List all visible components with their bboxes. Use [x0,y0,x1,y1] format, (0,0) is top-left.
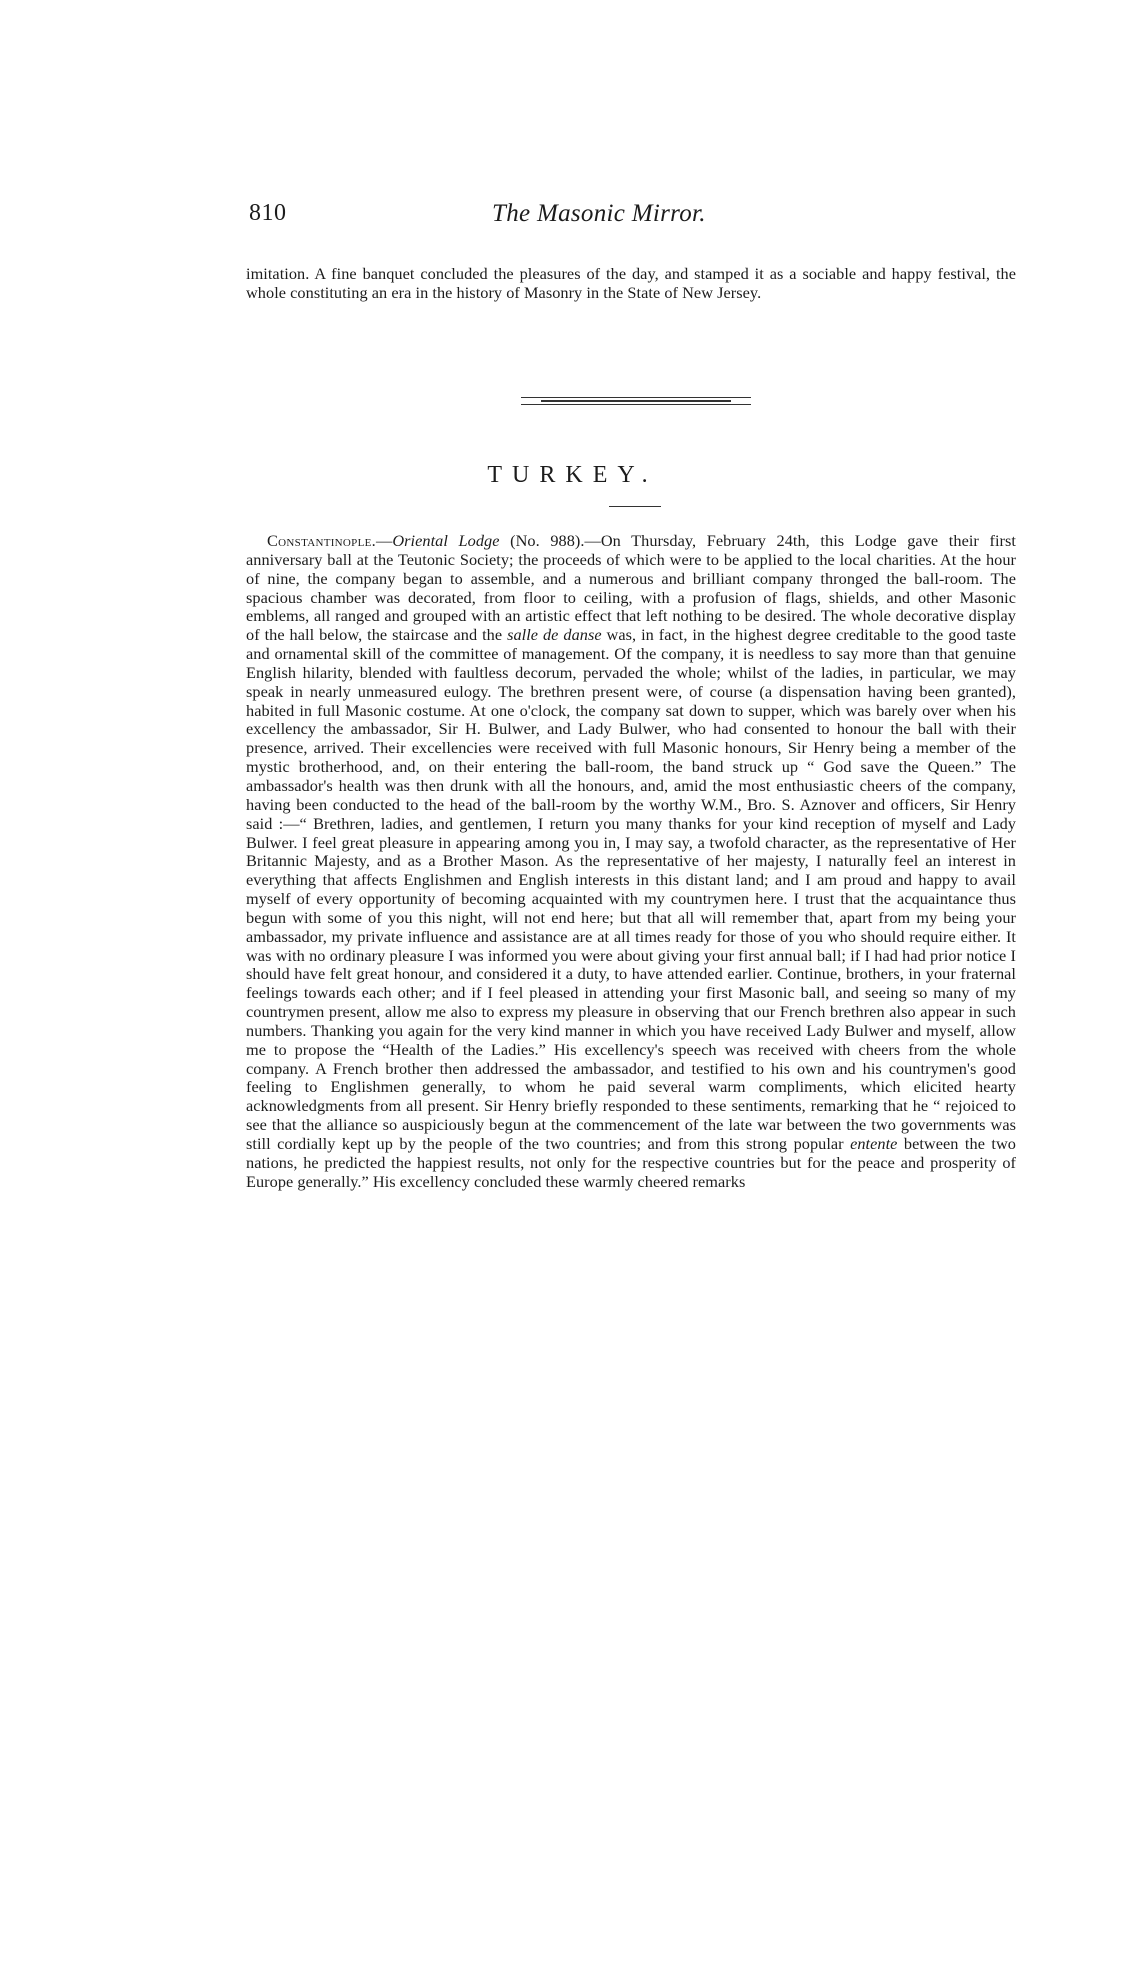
section-divider-rule [521,397,751,405]
article-paragraph [246,532,1016,1192]
place-name: Constantinople. [267,531,376,550]
article-body [246,532,1016,1192]
entente-term: entente [850,1134,898,1153]
dash: — [376,531,393,550]
lodge-name: Oriental Lodge [392,531,500,550]
section-title-underline [609,506,661,507]
page-header [249,200,1019,230]
article-text-ending: between the two nations, he predicted the happiest results, not only for the respective countries but for the peace and prosperity of Europe generally.” His excellency concluded these warmly cheered remarks [246,1134,1016,1191]
page-number: 810 [249,200,287,226]
carry-over-paragraph: imitation. A fine banquet concluded the pleasures of the day, and stamped it as a sociable and happy festival, the whole constituting an era in the history of Masonry in the State of New Jersey. [246,264,1016,302]
article-text-intro: (No. 988).—On Thursday, February 24th, this Lodge gave their first anniversary ball at the Teutonic Society; the proceeds of which were to be applied to the local charities. At the hour of nine, the company began to assemble, and a numerous and brilliant company thronged the ball-room. The spacious chamber was decorated, from floor to ceiling, with a profusion of flags, shields, and other Masonic emblems, all ranged and grouped with an artistic effect that left nothing to be desired. The whole decorative display of the hall below, the staircase and the [246,531,1016,645]
article-text-main: was, in fact, in the highest degree creditable to the good taste and ornamental skill of the committee of management. Of the company, it is needless to say more than that genuine English hilarity, blended with faultless decorum, pervaded the whole; whilst of the ladies, in particular, we may speak in nearly unmeasured eulogy. The brethren present were, of course (a dispensation having been granted), habited in full Masonic costume. At one o'clock, the company sat down to supper, which was barely over when his excellency the ambassador, Sir H. Bulwer, and Lady Bulwer, who had consented to honour the ball with their presence, arrived. Their excellencies were received with full Masonic honours, Sir Henry being a member of the mystic brotherhood, and, on their entering the ball-room, the band struck up “ God save the Queen.” The ambassador's health was then drunk with all the honours, and, amid the most enthusiastic cheers of the company, having been conducted to the head of the ball-room by the worthy W.M., Bro. S. Aznover and officers, Sir Henry said :—“ Brethren, ladies, and gentlemen, I return you many thanks for your kind reception of myself and Lady Bulwer. I feel great pleasure in appearing among you in, I may say, a twofold character, as the representative of Her Britannic Majesty, and as a Brother Mason. As the representative of her majesty, I naturally feel an interest in everything that affects Englishmen and English interests in this distant land; and I am proud and happy to avail myself of every opportunity of becoming acquainted with my countrymen here. I trust that the acquaintance thus begun with some of you this night, will not end here; but that all will remember that, apart from my being your ambassador, my private influence and assistance are at all times ready for those of you who should require either. It was with no ordinary pleasure I was informed you were about giving your first annual ball; if I had had prior notice I should have felt great honour, and considered it a duty, to have attended earlier. Continue, brothers, in your fraternal feelings towards each other; and if I feel pleased in attending your first Masonic ball, and seeing so many of my countrymen present, allow me also to express my pleasure in observing that our French brethren also appear in such numbers. Thanking you again for the very kind manner in which you have received Lady Bulwer and myself, allow me to propose the “Health of the Ladies.” His excellency's speech was received with cheers from the whole company. A French brother then addressed the ambassador, and testified to his own and his countrymen's good feeling to Englishmen generally, to whom he paid several warm compliments, which elicited hearty acknowledgments from all present. Sir Henry briefly responded to these sentiments, remarking that he “ rejoiced to see that the alliance so auspiciously begun at the commencement of the late war between the two governments was still cordially kept up by the people of the two countries; and from this strong popular [246,625,1016,1153]
salle-de-danse: salle de danse [507,625,602,645]
section-title: TURKEY. [487,462,658,488]
running-title: The Masonic Mirror. [492,200,706,227]
